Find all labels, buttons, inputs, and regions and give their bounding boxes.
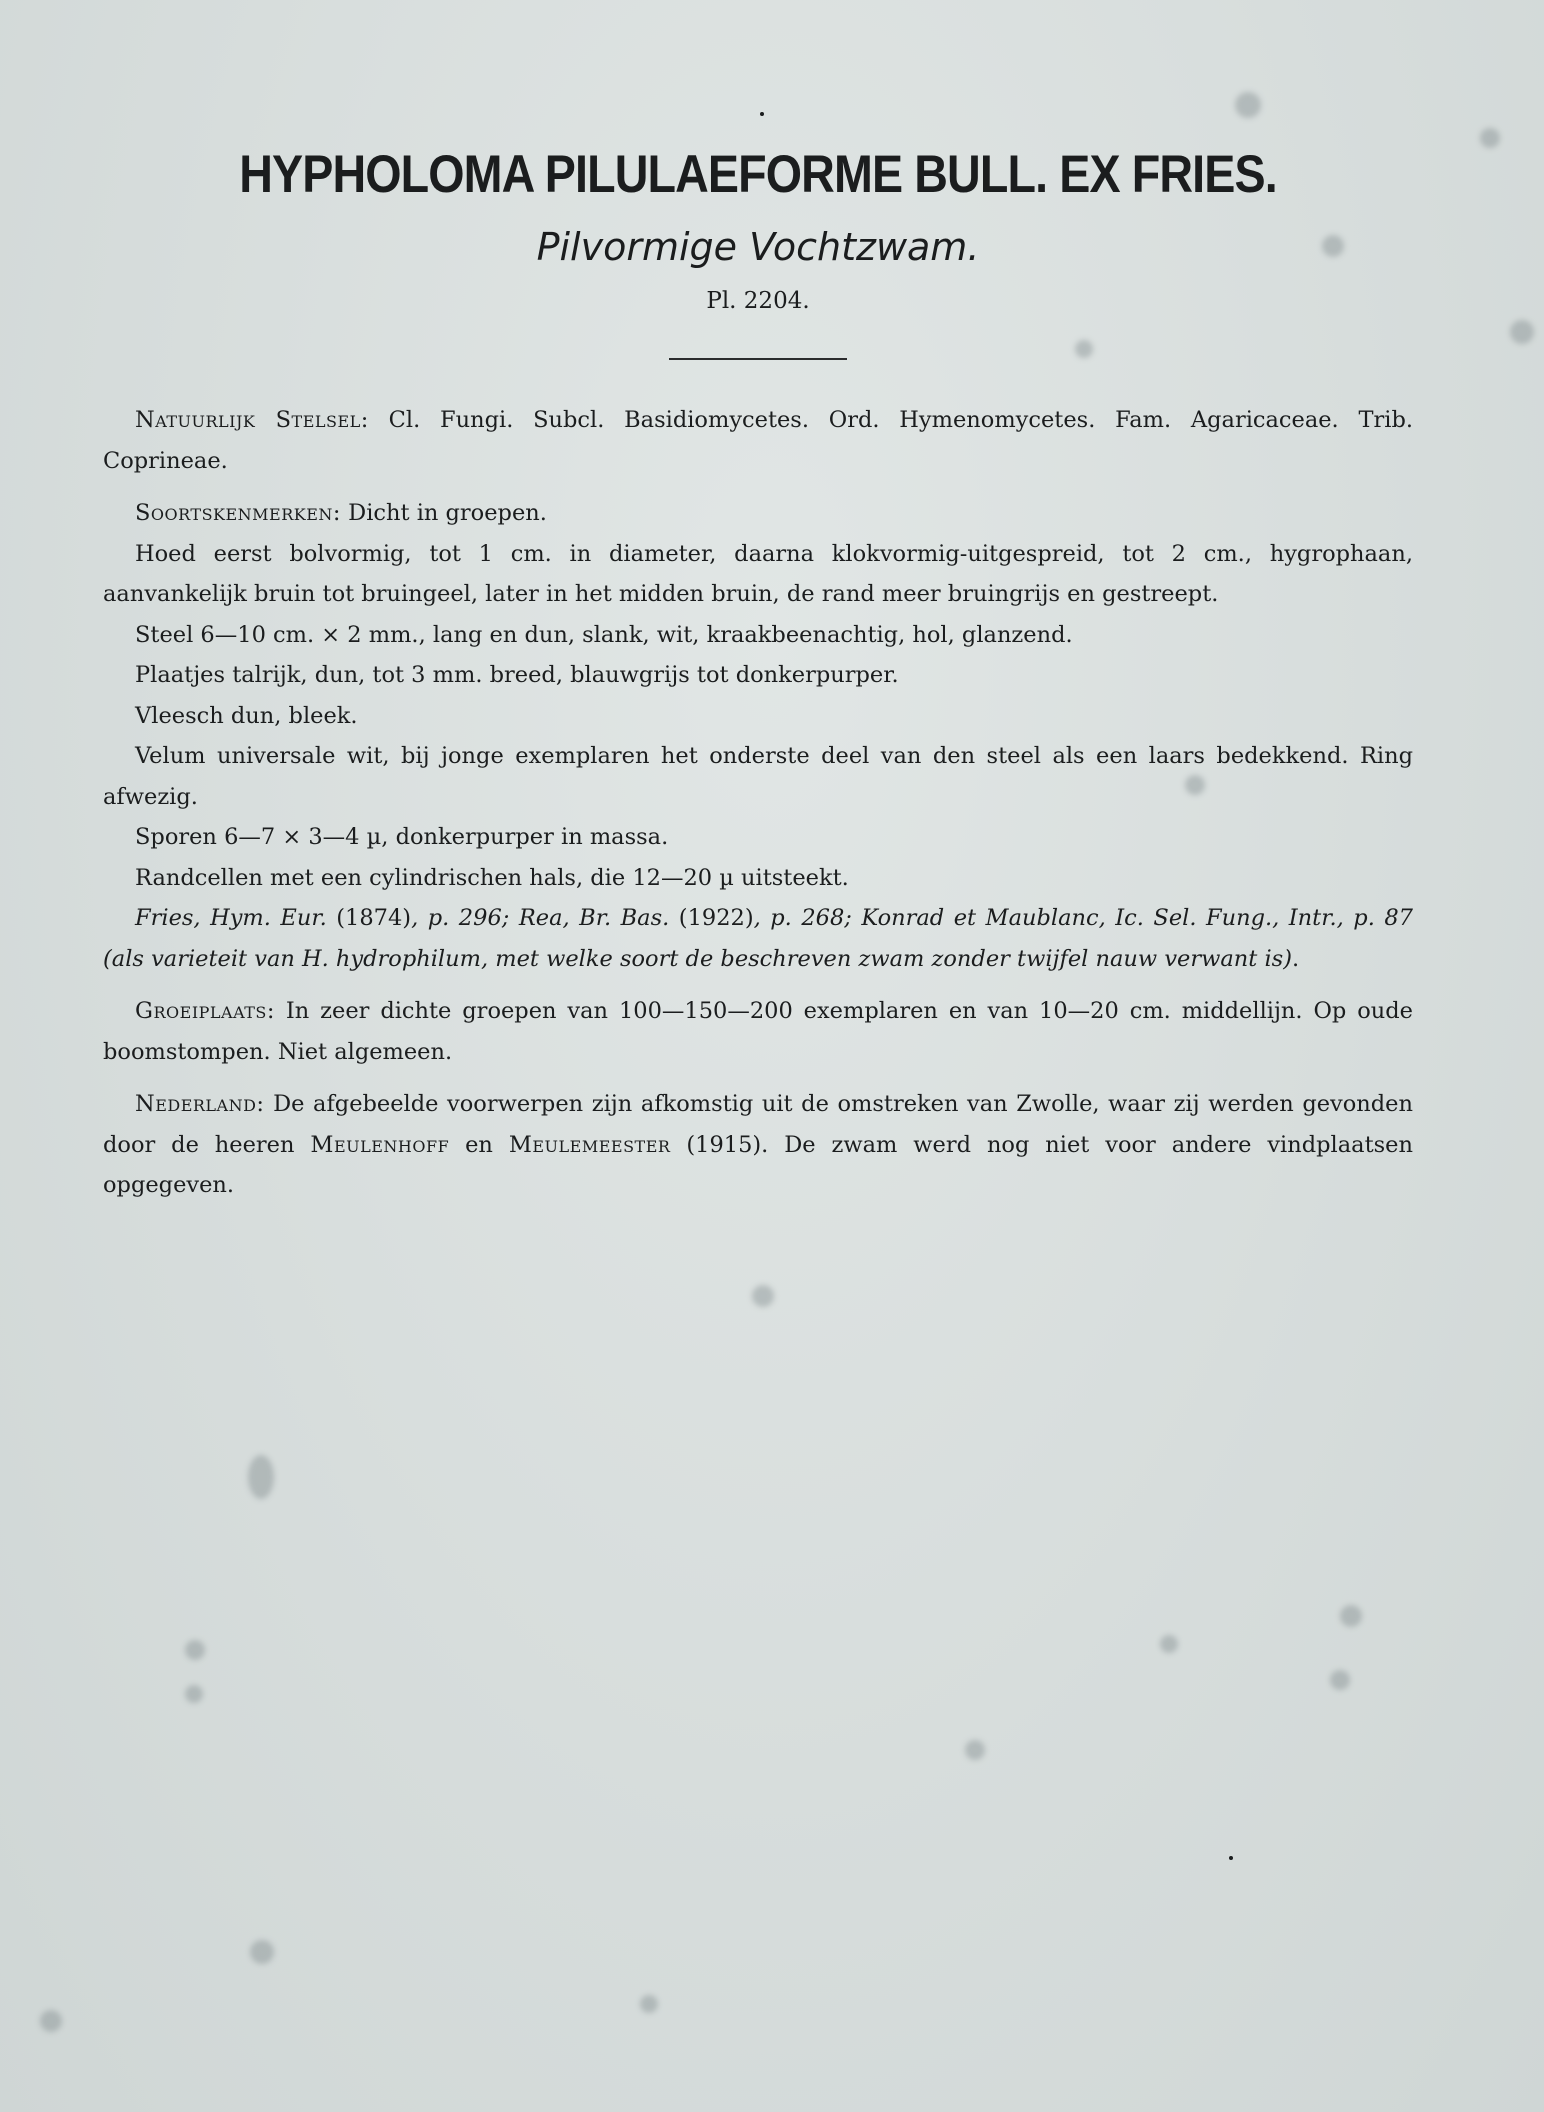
description-paragraph: Vleesch dun, bleek.: [135, 702, 358, 729]
section-text: en: [449, 1131, 509, 1158]
section-text: Cl. Fungi. Subcl. Basidiomycetes. Ord. Hymenomycetes. Fam. Agaricaceae. Trib. Coprineae.: [103, 407, 1413, 474]
section-label: Natuurlijk Stelsel:: [135, 407, 369, 433]
ink-dot: [760, 112, 764, 116]
description-paragraph: Hoed eerst bolvormig, tot 1 cm. in diameter, daarna klokvormig-uitgespreid, tot 2 cm., hygrophaan, aanvankelijk bruin tot bruingeel, later in het midden bruin, de rand meer bruingrijs en gestreept.: [103, 540, 1413, 607]
paper-speck: [640, 1995, 658, 2013]
paper-speck: [1340, 1605, 1362, 1627]
person-name: Meulemeester: [508, 1131, 671, 1158]
section-label: Groeiplaats:: [135, 998, 275, 1024]
section-text: Dicht in groepen.: [341, 500, 547, 526]
soortskenmerken-paragraph: [103, 493, 1413, 534]
natuurlijk-stelsel-paragraph: [103, 400, 1413, 481]
paper-speck: [250, 1940, 274, 1964]
reference-end: .: [1291, 945, 1300, 972]
groeiplaats-paragraph: [103, 991, 1413, 1072]
document-page: [103, 140, 1413, 1206]
description-paragraph: Randcellen met een cylindrischen hals, die 12—20 µ uitsteekt.: [135, 864, 849, 891]
ink-dot: [1229, 1856, 1233, 1860]
reference-text: , p. 296; Rea, Br. Bas.: [411, 905, 679, 931]
paper-speck: [965, 1740, 985, 1760]
section-text: In zeer dichte groepen van 100—150—200 exemplaren en van 10—20 cm. middellijn. Op oude boomstompen. Niet algemeen.: [103, 998, 1413, 1065]
page-subtitle: Pilvormige Vochtzwam.: [536, 225, 980, 269]
reference-note: (als varieteit van H. hydrophilum, met welke soort de beschreven zwam zonder twijfel nauw verwant is): [103, 945, 1292, 972]
section-text: De afgebeelde voorwerpen zijn afkomstig uit de omstreken van Zwolle, waar zij werden gevonden door de heeren: [103, 1091, 1413, 1158]
description-paragraph: Sporen 6—7 × 3—4 µ, donkerpurper in massa.: [135, 824, 669, 850]
paper-speck: [1480, 128, 1500, 148]
paper-speck: [1330, 1670, 1350, 1690]
section-label: Soortskenmerken:: [135, 500, 342, 526]
paper-speck: [1160, 1635, 1178, 1653]
description-paragraph: Steel 6—10 cm. × 2 mm., lang en dun, slank, wit, kraakbeenachtig, hol, glanzend.: [135, 621, 1073, 648]
nederland-paragraph: [103, 1084, 1413, 1206]
paper-speck: [1510, 320, 1534, 344]
document-body: [103, 400, 1413, 1206]
references-paragraph: [103, 898, 1413, 979]
reference-text: , p. 268; Konrad et Maublanc, Ic. Sel. Fung., Intr., p. 87: [753, 905, 1413, 931]
paper-speck: [185, 1685, 203, 1703]
paper-speck: [1235, 92, 1261, 118]
divider: [669, 358, 847, 360]
page-title: HYPHOLOMA PILULAEFORME BULL. EX FRIES.: [239, 145, 1277, 204]
paper-speck: [248, 1455, 274, 1499]
paper-speck: [752, 1285, 774, 1307]
reference-text: Fries, Hym. Eur.: [135, 905, 337, 931]
paper-speck: [40, 2010, 62, 2032]
reference-year: (1874): [336, 905, 412, 931]
description-paragraph: Plaatjes talrijk, dun, tot 3 mm. breed, blauwgrijs tot donkerpurper.: [135, 662, 899, 688]
plate-number: Pl. 2204.: [706, 288, 810, 314]
description-paragraph: Velum universale wit, bij jonge exemplaren het onderste deel van den steel als een laars bedekkend. Ring afwezig.: [103, 743, 1413, 810]
reference-year: (1922): [678, 905, 754, 931]
person-name: Meulenhoff: [310, 1131, 450, 1158]
section-label: Nederland:: [135, 1091, 265, 1117]
paper-speck: [185, 1640, 205, 1660]
section-text: (1915). De zwam werd nog niet voor andere vindplaatsen opgegeven.: [103, 1131, 1413, 1198]
